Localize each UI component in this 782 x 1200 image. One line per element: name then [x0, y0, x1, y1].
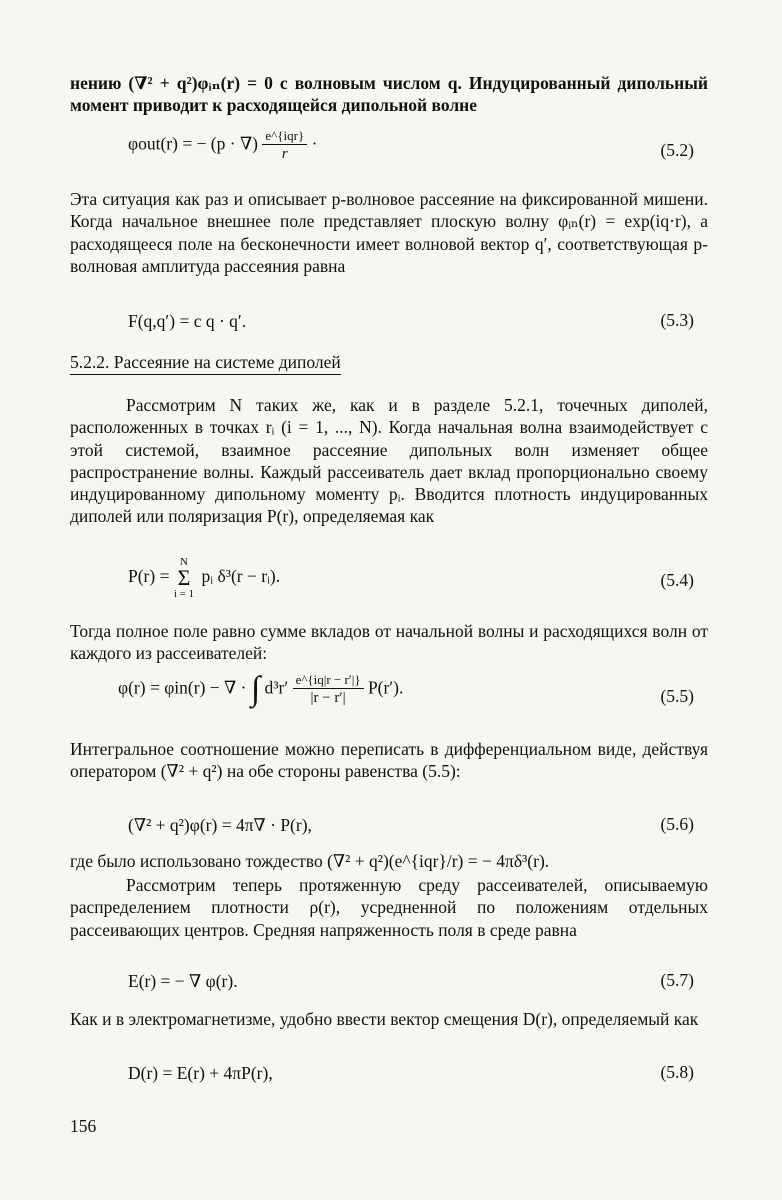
page-number: 156 — [70, 1116, 97, 1136]
equation-number-5-7: (5.7) — [660, 970, 694, 990]
paragraph-1: нению (∇² + q²)φᵢₙ(r) = 0 с волновым числом q. Индуцированный дипольный момент приводит к расходящейся дипольной волне — [70, 73, 708, 116]
equation-5-4: P(r) = N Σ i = 1 pᵢ δ³(r − rᵢ). — [128, 556, 281, 600]
equation-number-5-8: (5.8) — [660, 1062, 694, 1082]
equation-number-5-5: (5.5) — [660, 686, 694, 706]
paragraph-7: Рассмотрим теперь протяженную среду рассеивателей, описываемую распределением плотности ρ(r), усредненной по положениям отдельных рассеивающих центров. Средняя напряженность поля в среде равна — [70, 875, 708, 940]
paragraph-6: где было использовано тождество (∇² + q²)(e^{iqr}/r) = − 4πδ³(r). — [70, 851, 550, 871]
equation-number-5-6: (5.6) — [660, 814, 694, 834]
equation-5-6: (∇² + q²)φ(r) = 4π∇ · P(r), — [128, 815, 312, 835]
paragraph-5: Интегральное соотношение можно переписать в дифференциальном виде, действуя оператором (∇² + q²) на обе стороны равенства (5.5): — [70, 739, 708, 782]
equation-5-7: E(r) = − ∇ φ(r). — [128, 971, 238, 991]
equation-5-3: F(q,q′) = c q · q′. — [128, 311, 247, 331]
paragraph-2: Эта ситуация как раз и описывает p-волновое рассеяние на фиксированной мишени. Когда начальное внешнее поле представляет плоскую волну φᵢₙ(r) = exp(iq·r), а расходящееся поле на бесконечности имеет волновой вектор q′, соответствующая p-волновая амплитуда рассеяния равна — [70, 189, 708, 276]
equation-number-5-4: (5.4) — [660, 570, 694, 590]
equation-number-5-2: (5.2) — [660, 140, 694, 160]
paragraph-8: Как и в электромагнетизме, удобно ввести вектор смещения D(r), определяемый как — [70, 1009, 699, 1029]
paragraph-3: Рассмотрим N таких же, как и в разделе 5.2.1, точечных диполей, расположенных в точках rᵢ (i = 1, ..., N). Когда начальная волна взаимодействует с этой системой, взаимное рассеяние дипольных волн изменяет общее распространение волны. Каждый рассеиватель дает вклад пропорционально своему индуцированному дипольному моменту pᵢ. Вводится плотность индуцированных диполей или поляризация P(r), определяемая как — [70, 395, 708, 527]
equation-5-8: D(r) = E(r) + 4πP(r), — [128, 1063, 273, 1083]
equation-5-2: φout(r) = − (p · ∇) $\frac{\text{e\textasciicircum{}\{iqr\}}}{r}$ · — [128, 128, 318, 162]
equation-number-5-3: (5.3) — [660, 310, 694, 330]
equation-5-5: φ(r) = φin(r) − ∇ · ∫ d³r′ $\frac{e\^{}\{iq|r - r'|\}}{|r - r'|}$ P(r′). — [118, 670, 404, 708]
paragraph-4: Тогда полное поле равно сумме вкладов от начальной волны и расходящихся волн от каждого из рассеивателей: — [70, 621, 708, 664]
section-heading: 5.2.2. Рассеяние на системе диполей — [70, 352, 341, 373]
